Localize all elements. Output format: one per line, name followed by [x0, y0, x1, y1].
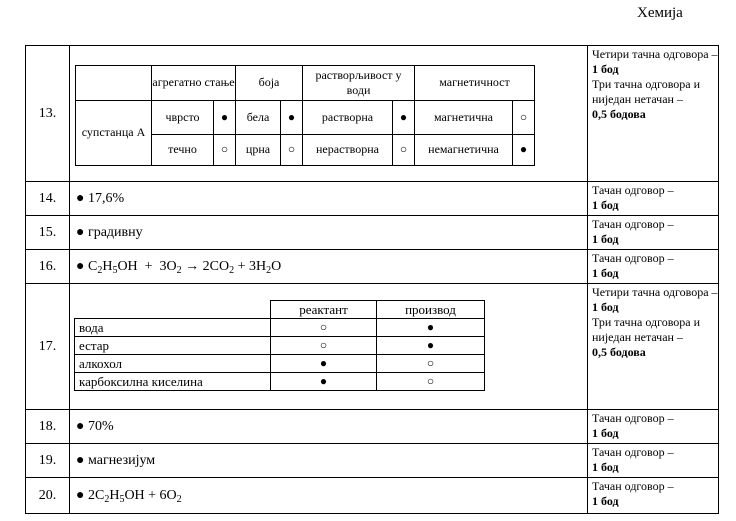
bullet-icon: ●: [76, 452, 85, 468]
answer-cell: [70, 410, 588, 444]
question-number: 15.: [26, 216, 70, 250]
score-points: 1 бод: [592, 426, 619, 440]
filled-circle-icon: ●: [377, 337, 485, 355]
score-points: 0,5 бодова: [592, 107, 646, 121]
score-text: Тачан одговор –: [592, 479, 674, 493]
column-header: производ: [377, 301, 485, 319]
table-row: [26, 284, 719, 410]
filled-circle-icon: ●: [513, 134, 535, 165]
option-label: бела: [236, 100, 281, 134]
properties-table: [75, 65, 535, 166]
answer-cell: [70, 46, 588, 182]
filled-circle-icon: ●: [377, 319, 485, 337]
score-cell: [588, 478, 719, 514]
column-header: реактант: [271, 301, 377, 319]
option-label: немагнетична: [415, 134, 513, 165]
table-row: [26, 182, 719, 216]
bullet-icon: ●: [76, 190, 85, 206]
answer-cell: [70, 284, 588, 410]
option-label: магнетична: [415, 100, 513, 134]
score-text: Тачан одговор –: [592, 183, 674, 197]
score-points: 1 бод: [592, 266, 619, 280]
score-cell: [588, 182, 719, 216]
score-cell: [588, 250, 719, 284]
option-label: нерастворна: [303, 134, 393, 165]
column-header: растворљивост у води: [303, 65, 415, 100]
answer-text: 70%: [87, 418, 114, 434]
table-row: [26, 216, 719, 250]
table-row: [26, 410, 719, 444]
score-text: Четири тачна одговора –: [592, 47, 718, 61]
score-cell: [588, 284, 719, 410]
empty-circle-icon: ○: [377, 355, 485, 373]
substance-label: супстанца А: [76, 100, 152, 165]
score-text: Четири тачна одговора –: [592, 285, 718, 299]
column-header: магнетичност: [415, 65, 535, 100]
score-cell: [588, 216, 719, 250]
equation-text: $2C_2H_5OH + 6O_2$: [87, 487, 182, 505]
answer-text: градивну: [87, 224, 143, 240]
table-row: [26, 478, 719, 514]
score-text: Тачан одговор –: [592, 251, 674, 265]
score-points: 1 бод: [592, 198, 619, 212]
score-points: 1 бод: [592, 494, 619, 508]
equation-text: $C_2H_5OH + 3O_2 \to 2CO_2 + 3H_2O$: [87, 258, 282, 276]
filled-circle-icon: ●: [271, 355, 377, 373]
answer-text: магнезијум: [87, 452, 156, 468]
question-number: 17.: [26, 284, 70, 410]
score-points: 1 бод: [592, 232, 619, 246]
filled-circle-icon: ●: [281, 100, 303, 134]
question-number: 19.: [26, 444, 70, 478]
score-text: Три тачна одговора и ниједан нетачан –: [592, 315, 701, 344]
filled-circle-icon: ●: [214, 100, 236, 134]
bullet-icon: ●: [76, 258, 85, 274]
empty-circle-icon: ○: [281, 134, 303, 165]
filled-circle-icon: ●: [393, 100, 415, 134]
score-text: Тачан одговор –: [592, 411, 674, 425]
score-cell: [588, 46, 719, 182]
question-number: 18.: [26, 410, 70, 444]
empty-circle-icon: ○: [393, 134, 415, 165]
subject-title: Хемија: [637, 5, 683, 21]
empty-circle-icon: ○: [271, 337, 377, 355]
score-points: 1 бод: [592, 300, 619, 314]
answer-cell: [70, 216, 588, 250]
answer-cell: [70, 478, 588, 514]
score-points: 1 бод: [592, 460, 619, 474]
question-number: 13.: [26, 46, 70, 182]
question-number: 16.: [26, 250, 70, 284]
empty-circle-icon: ○: [377, 373, 485, 391]
empty-header-cell: [75, 301, 271, 319]
table-row: [26, 46, 719, 182]
answer-cell: [70, 250, 588, 284]
empty-header-cell: [76, 65, 152, 100]
answer-cell: [70, 182, 588, 216]
score-cell: [588, 444, 719, 478]
empty-circle-icon: ○: [271, 319, 377, 337]
column-header: агрегатно стање: [152, 65, 236, 100]
bullet-icon: ●: [76, 418, 85, 434]
table-row: [26, 250, 719, 284]
score-points: 1 бод: [592, 62, 619, 76]
row-label: карбоксилна киселина: [75, 373, 271, 391]
question-number: 14.: [26, 182, 70, 216]
reaction-table: [74, 300, 485, 391]
answer-text: 17,6%: [87, 190, 125, 206]
option-label: чврсто: [152, 100, 214, 134]
score-text: Три тачна одговора и ниједан нетачан –: [592, 77, 701, 106]
empty-circle-icon: ○: [214, 134, 236, 165]
bullet-icon: ●: [76, 224, 85, 240]
score-points: 0,5 бодова: [592, 345, 646, 359]
column-header: боја: [236, 65, 303, 100]
row-label: вода: [75, 319, 271, 337]
table-row: [26, 444, 719, 478]
option-label: течно: [152, 134, 214, 165]
row-label: алкохол: [75, 355, 271, 373]
filled-circle-icon: ●: [271, 373, 377, 391]
option-label: растворна: [303, 100, 393, 134]
option-label: црна: [236, 134, 281, 165]
answer-cell: [70, 444, 588, 478]
answer-key-table: [25, 45, 719, 514]
score-cell: [588, 410, 719, 444]
row-label: естар: [75, 337, 271, 355]
empty-circle-icon: ○: [513, 100, 535, 134]
question-number: 20.: [26, 478, 70, 514]
score-text: Тачан одговор –: [592, 217, 674, 231]
bullet-icon: ●: [76, 487, 85, 503]
score-text: Тачан одговор –: [592, 445, 674, 459]
